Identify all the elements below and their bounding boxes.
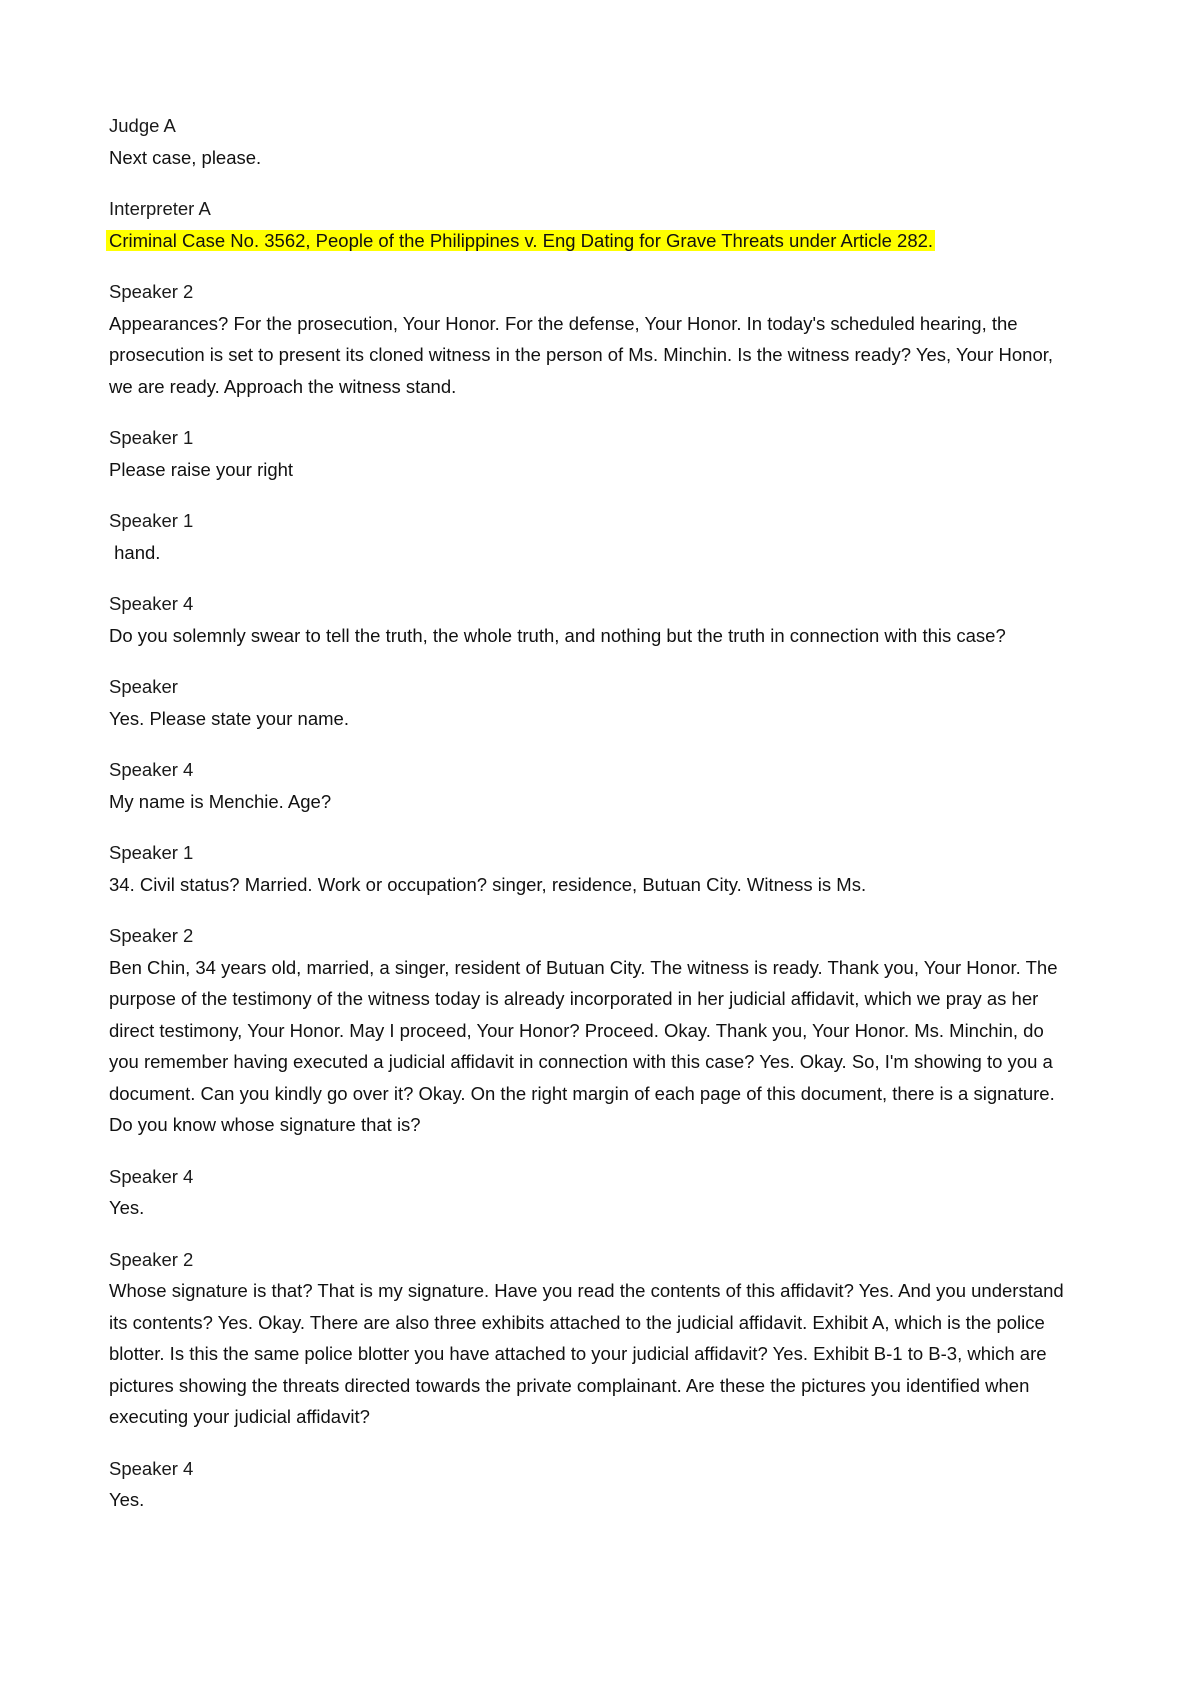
utterance-text: Whose signature is that? That is my signature. Have you read the contents of this affidavit? Yes. And you understand its contents? Yes. Okay. There are also three exhibits attached to the judicial affidavit. Exhibit A, which is the police blotter. Is this the same police blotter you have attached to your judicial affidavit? Yes. Exhibit B-1 to B-3, which are pictures showing the threats directed towards the private complainant. Are these the pictures you identified when executing your judicial affidavit?: [109, 1280, 1064, 1427]
transcript-entry: [109, 422, 1069, 485]
utterance-text: Next case, please.: [109, 146, 262, 168]
utterance-text: 34. Civil status? Married. Work or occupation? singer, residence, Butuan City. Witness is Ms.: [109, 873, 867, 895]
utterance-text-highlighted: [109, 225, 1069, 257]
utterance-text: Yes.: [109, 1489, 145, 1510]
transcript-entry: [109, 1161, 1069, 1224]
speaker-label: Speaker 1: [109, 842, 194, 863]
speaker-label: Interpreter A: [109, 198, 211, 219]
transcript-entry: [109, 837, 1069, 900]
utterance-text: Do you solemnly swear to tell the truth, the whole truth, and nothing but the truth in connection with this case?: [109, 624, 1006, 646]
transcript-entry: [109, 110, 1069, 173]
highlighted-case-title: Criminal Case No. 3562, People of the Philippines v. Eng Dating for Grave Threats under Article 282.: [106, 230, 935, 251]
speaker-label: Judge A: [109, 115, 176, 136]
utterance-text: Yes.: [109, 1197, 145, 1218]
transcript-entry: [109, 671, 1069, 734]
utterance-text: Please raise your right: [109, 458, 294, 480]
utterance-text: Ben Chin, 34 years old, married, a singer, resident of Butuan City. The witness is ready. Thank you, Your Honor. The purpose of the testimony of the witness today is already incorporated in her judicial affidavit, which we pray as her direct testimony, Your Honor. May I proceed, Your Honor? Proceed. Okay. Thank you, Your Honor. Ms. Minchin, do you remember having executed a judicial affidavit in connection with this case? Yes. Okay. So, I'm showing to you a document. Can you kindly go over it? Okay. On the right margin of each page of this document, there is a signature. Do you know whose signature that is?: [109, 956, 1058, 1135]
transcript-entry: [109, 754, 1069, 817]
speaker-label: Speaker 4: [109, 1165, 194, 1187]
utterance-text: Appearances? For the prosecution, Your Honor. For the defense, Your Honor. In today's scheduled hearing, the prosecution is set to present its cloned witness in the person of Ms. Minchin. Is the witness ready? Yes, Your Honor, we are ready. Approach the witness stand.: [109, 312, 1054, 397]
transcript-entry: [109, 588, 1069, 651]
speaker-label: Speaker 4: [109, 1457, 194, 1479]
speaker-label: Speaker: [109, 676, 178, 697]
speaker-label: Speaker 4: [109, 759, 194, 780]
transcript-page: [109, 110, 1069, 1536]
utterance-text: Yes. Please state your name.: [109, 707, 349, 729]
speaker-label: Speaker 2: [109, 1248, 194, 1270]
speaker-label: Speaker 1: [109, 510, 194, 531]
utterance-text: hand.: [109, 541, 161, 563]
speaker-label: Speaker 2: [109, 281, 194, 302]
transcript-entry: [109, 505, 1069, 568]
speaker-label: Speaker 2: [109, 925, 194, 946]
utterance-text: My name is Menchie. Age?: [109, 790, 332, 812]
transcript-entry: [109, 1244, 1069, 1433]
transcript-entry: [109, 193, 1069, 256]
speaker-label: Speaker 1: [109, 427, 194, 448]
transcript-entry: [109, 276, 1069, 402]
transcript-entry: [109, 920, 1069, 1141]
speaker-label: Speaker 4: [109, 593, 194, 614]
transcript-entry: [109, 1453, 1069, 1516]
